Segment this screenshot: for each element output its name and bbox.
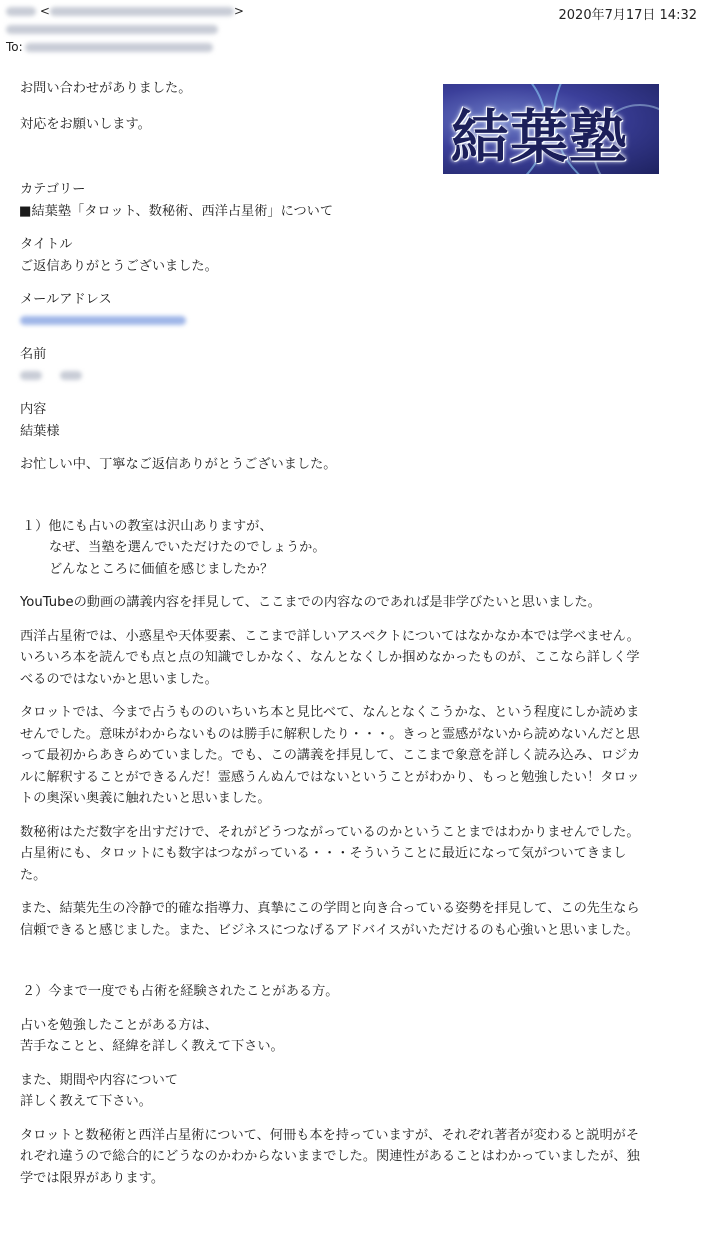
a1-p4-line-1: 数秘術はただ数字を出すだけで、それがどうつながっているのかということまではわかりませんでした。 [20, 824, 640, 840]
email-date: 2020年7月17日 14:32 [558, 8, 697, 23]
a1-p3-line-1: タロットでは、今まで占うもののいちいち本と見比べて、なんとなくこうかな、という程度にしか読めま [20, 705, 640, 720]
email-body [20, 78, 700, 1189]
a1-p5-line-2: 信頼できると感じました。また、ビジネスにつなげるアドバイスがいただけるのも心強いと思いました。 [20, 922, 639, 938]
a1-p4-line-2: 占星術にも、タロットにも数字はつながっている・・・そういうことに最近になって気がついてきまし [20, 846, 627, 861]
sender-name-redacted [6, 7, 36, 16]
a2-line-1: タロットと数秘術と西洋占星術について、何冊も本を持っていますが、それぞれ著者が変わると説明がそ [20, 1127, 640, 1143]
email-value [20, 311, 700, 333]
a1-p2-line-2: いろいろ本を読んでも点と点の知識でしかなく、なんとなくしか掴めなかったものが、ここなら詳しく学 [20, 650, 640, 665]
q1-line-1: １）他にも占いの教室は沢山ありますが、 [22, 518, 273, 534]
content-label: 内容 [20, 402, 47, 417]
q1-line-2: なぜ、当塾を選んでいただけたのでしょうか。 [49, 540, 326, 555]
sender-bracket-close: > [233, 4, 244, 18]
category-value: ■結葉塾「タロット、数秘術、西洋占星術」について [19, 203, 334, 219]
surname-redacted [20, 371, 42, 380]
a1-p3-line-3: って最初からあきらめていました。でも、この講義を拝見して、ここまで象意を詳しく読み込み、ロジカ [20, 748, 641, 763]
a1-p1-line-1: YouTubeの動画の講義内容を拝見して、ここまでの内容なのであれば是非学びたいと思いました。 [20, 595, 601, 610]
email-header [0, 0, 717, 62]
a1-p3-line-4: ルに解釈することができるんだ！霊感うんぬんではないということがわかり、もっと勉強したい！タロッ [20, 769, 640, 785]
a2-line-2: れぞれ違うので総合的にどうなのかわからないままでした。関連性があることはわかっていましたが、独 [20, 1149, 640, 1164]
a1-p3-line-5: トの奥深い奥義に触れたいと思いました。 [20, 791, 271, 806]
q2-p1-line-2: 苦手なことと、経緯を詳しく教えて下さい。 [20, 1039, 284, 1054]
logo-text: 結葉塾 [451, 103, 629, 171]
q1-line-3: どんなところに価値を感じましたか？ [49, 561, 274, 577]
q2-p2-line-2: 詳しく教えて下さい。 [20, 1094, 152, 1109]
q2-p2-line-1: また、期間や内容について [20, 1072, 178, 1088]
name-value [20, 366, 700, 388]
intro-line-1: お問い合わせがありました。 [20, 81, 192, 96]
intro-line-2: 対応をお願いします。 [20, 116, 151, 132]
sender-bracket-open: < [39, 4, 50, 18]
cc-line [6, 22, 218, 37]
title-label: タイトル [20, 237, 73, 252]
greeting: お忙しい中、丁寧なご返信ありがとうございました。 [20, 457, 337, 472]
name-label: 名前 [20, 347, 47, 362]
q2-p1-line-1: 占いを勉強したことがある方は、 [20, 1017, 218, 1033]
cc-redacted[interactable] [6, 25, 218, 34]
q2-heading: ２）今まで一度でも占術を経験されたことがある方。 [22, 984, 339, 999]
a1-p5-line-1: また、結葉先生の冷静で的確な指導力、真摯にこの学問と向き合っている姿勢を拝見して、この先生なら [20, 901, 640, 916]
category-label: カテゴリー [20, 182, 86, 197]
to-line [6, 40, 213, 55]
a2-line-3: 学では限界があります。 [20, 1170, 165, 1186]
email-label: メールアドレス [20, 292, 112, 307]
a1-p4-line-3: た。 [20, 867, 47, 883]
given-name-redacted [60, 371, 82, 380]
a1-p2-line-3: べるのではないかと思いました。 [20, 671, 218, 687]
to-label: To: [6, 40, 23, 54]
content-value: 結葉様 [20, 423, 60, 439]
sender-email-redacted[interactable] [50, 7, 234, 16]
a1-p3-line-2: せんでした。意味がわからないものは勝手に解釈したり・・・。きっと霊感がないから読めないんだと思 [20, 726, 640, 742]
sender-line [6, 4, 244, 19]
a1-p2-line-1: 西洋占星術では、小惑星や天体要素、ここまで詳しいアスペクトについてはなかなか本では学べません。 [20, 628, 640, 644]
email-redacted[interactable] [20, 316, 186, 325]
to-email-redacted[interactable] [25, 43, 213, 52]
title-value: ご返信ありがとうございました。 [20, 258, 218, 274]
